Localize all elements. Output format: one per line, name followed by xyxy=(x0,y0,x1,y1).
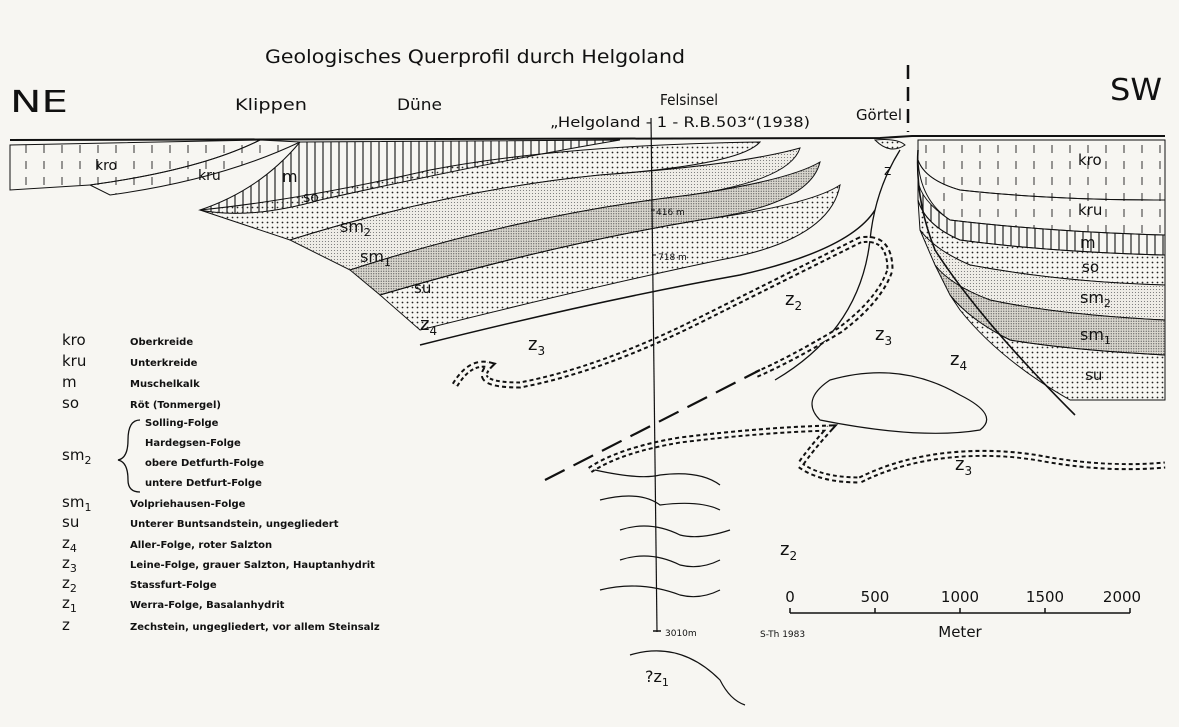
unit-label-z2-lower: $z_2$ xyxy=(780,539,798,563)
legend-abbr-z2: $z_2$ xyxy=(62,574,77,595)
legend-desc-untere-detfurt: untere Detfurt-Folge xyxy=(145,478,262,489)
legend-abbr-m: m xyxy=(62,373,77,391)
unit-label-sm2-left: $sm_2$ xyxy=(340,217,371,239)
label-ne: NE xyxy=(10,85,68,120)
unit-label-sm1-right: $sm_1$ xyxy=(1080,325,1111,347)
label-felsinsel: Felsinsel xyxy=(660,91,718,109)
legend-desc-z2: Stassfurt-Folge xyxy=(130,580,217,591)
unit-label-so-right: so xyxy=(1082,258,1099,276)
legend-desc-obere-detfurth: obere Detfurth-Folge xyxy=(145,458,264,469)
legend xyxy=(62,331,380,634)
unit-label-su-right: su xyxy=(1085,366,1103,384)
scale-unit-label: Meter xyxy=(938,623,982,641)
unit-label-kru-left: kru xyxy=(198,168,221,184)
label-duene: Düne xyxy=(397,95,442,114)
depth-label-416: 416 m xyxy=(656,208,685,218)
unit-label-so-left: so xyxy=(303,190,319,206)
scale-label-2000: 2000 xyxy=(1102,588,1142,606)
label-sw: SW xyxy=(1110,73,1162,108)
legend-abbr-kru: kru xyxy=(62,352,87,370)
legend-desc-kro: Oberkreide xyxy=(130,337,194,348)
scale-label-0: 0 xyxy=(785,588,795,606)
legend-brace-sm2 xyxy=(118,420,140,492)
thrust-dashed-line xyxy=(545,370,760,480)
scale-label-1500: 1500 xyxy=(1025,588,1065,606)
credit-label: S-Th 1983 xyxy=(760,630,806,640)
label-klippen: Klippen xyxy=(235,95,307,114)
label-goertel: Görtel xyxy=(856,106,902,124)
depth-label-3010: 3010m xyxy=(665,629,697,639)
legend-abbr-z: z xyxy=(62,616,70,634)
z3-anhydrite-band-lower-inner xyxy=(590,428,1165,480)
scale-label-500: 500 xyxy=(860,588,890,606)
legend-abbr-z1: $z_1$ xyxy=(62,594,77,615)
legend-desc-solling: Solling-Folge xyxy=(145,418,219,429)
legend-abbr-sm2: $sm_2$ xyxy=(62,446,92,467)
unit-label-m-right: m xyxy=(1080,233,1096,252)
unit-label-su-left: su xyxy=(414,279,432,297)
goertel-cap xyxy=(875,140,905,149)
wavy-line-1 xyxy=(595,470,720,485)
legend-desc-sm1: Volpriehausen-Folge xyxy=(130,499,246,510)
unit-label-z4-right: $z_4$ xyxy=(950,349,968,373)
wavy-line-4 xyxy=(620,556,720,567)
unit-label-z4-left: $z_4$ xyxy=(420,314,438,338)
unit-label-z3-center: $z_3$ xyxy=(875,324,893,348)
legend-desc-kru: Unterkreide xyxy=(130,358,198,369)
legend-desc-z4: Aller-Folge, roter Salzton xyxy=(130,540,273,551)
unit-label-kro-right: kro xyxy=(1078,151,1102,169)
unit-label-sm1-left: $sm_1$ xyxy=(360,247,391,269)
legend-desc-so: Röt (Tonmergel) xyxy=(130,400,221,411)
unit-label-m-left: m xyxy=(282,167,298,186)
scale-label-1000: 1000 xyxy=(940,588,980,606)
unit-label-z3-left: $z_3$ xyxy=(528,334,546,358)
legend-abbr-so: so xyxy=(62,394,79,412)
label-borehole: „Helgoland - 1 - R.B.503“(1938) xyxy=(550,115,810,131)
surface-line xyxy=(10,136,1165,140)
scale-bar xyxy=(760,588,1141,641)
unit-label-z1-bottom: $?z_1$ xyxy=(645,667,669,689)
legend-abbr-sm1: $sm_1$ xyxy=(62,493,92,514)
legend-abbr-z4: $z_4$ xyxy=(62,534,77,555)
legend-desc-z3: Leine-Folge, grauer Salzton, Hauptanhydrit xyxy=(130,560,375,571)
wavy-line-5 xyxy=(600,586,720,597)
legend-desc-z1: Werra-Folge, Basalanhydrit xyxy=(130,600,285,611)
legend-desc-hardegsen: Hardegsen-Folge xyxy=(145,438,241,449)
unit-label-z3-right: $z_3$ xyxy=(955,454,973,478)
unit-label-z2-center: $z_2$ xyxy=(785,289,803,313)
legend-desc-su: Unterer Buntsandstein, ungegliedert xyxy=(130,519,339,530)
legend-abbr-su: su xyxy=(62,513,80,531)
unit-label-kru-right: kru xyxy=(1078,201,1103,219)
z4-contact-curve xyxy=(812,373,987,434)
unit-label-sm2-right: $sm_2$ xyxy=(1080,288,1111,310)
figure-title: Geologisches Querprofil durch Helgoland xyxy=(265,46,685,68)
wavy-line-2 xyxy=(600,496,720,510)
legend-desc-z: Zechstein, ungegliedert, vor allem Steinsalz xyxy=(130,622,380,633)
unit-label-kro-left: kro xyxy=(95,158,118,174)
legend-abbr-z3: $z_3$ xyxy=(62,554,77,575)
depth-label-718: 718 m xyxy=(658,253,687,263)
legend-abbr-kro: kro xyxy=(62,331,86,349)
wavy-line-3 xyxy=(620,526,730,537)
legend-desc-m: Muschelkalk xyxy=(130,379,200,390)
unit-label-z-goertel: z xyxy=(884,163,892,179)
